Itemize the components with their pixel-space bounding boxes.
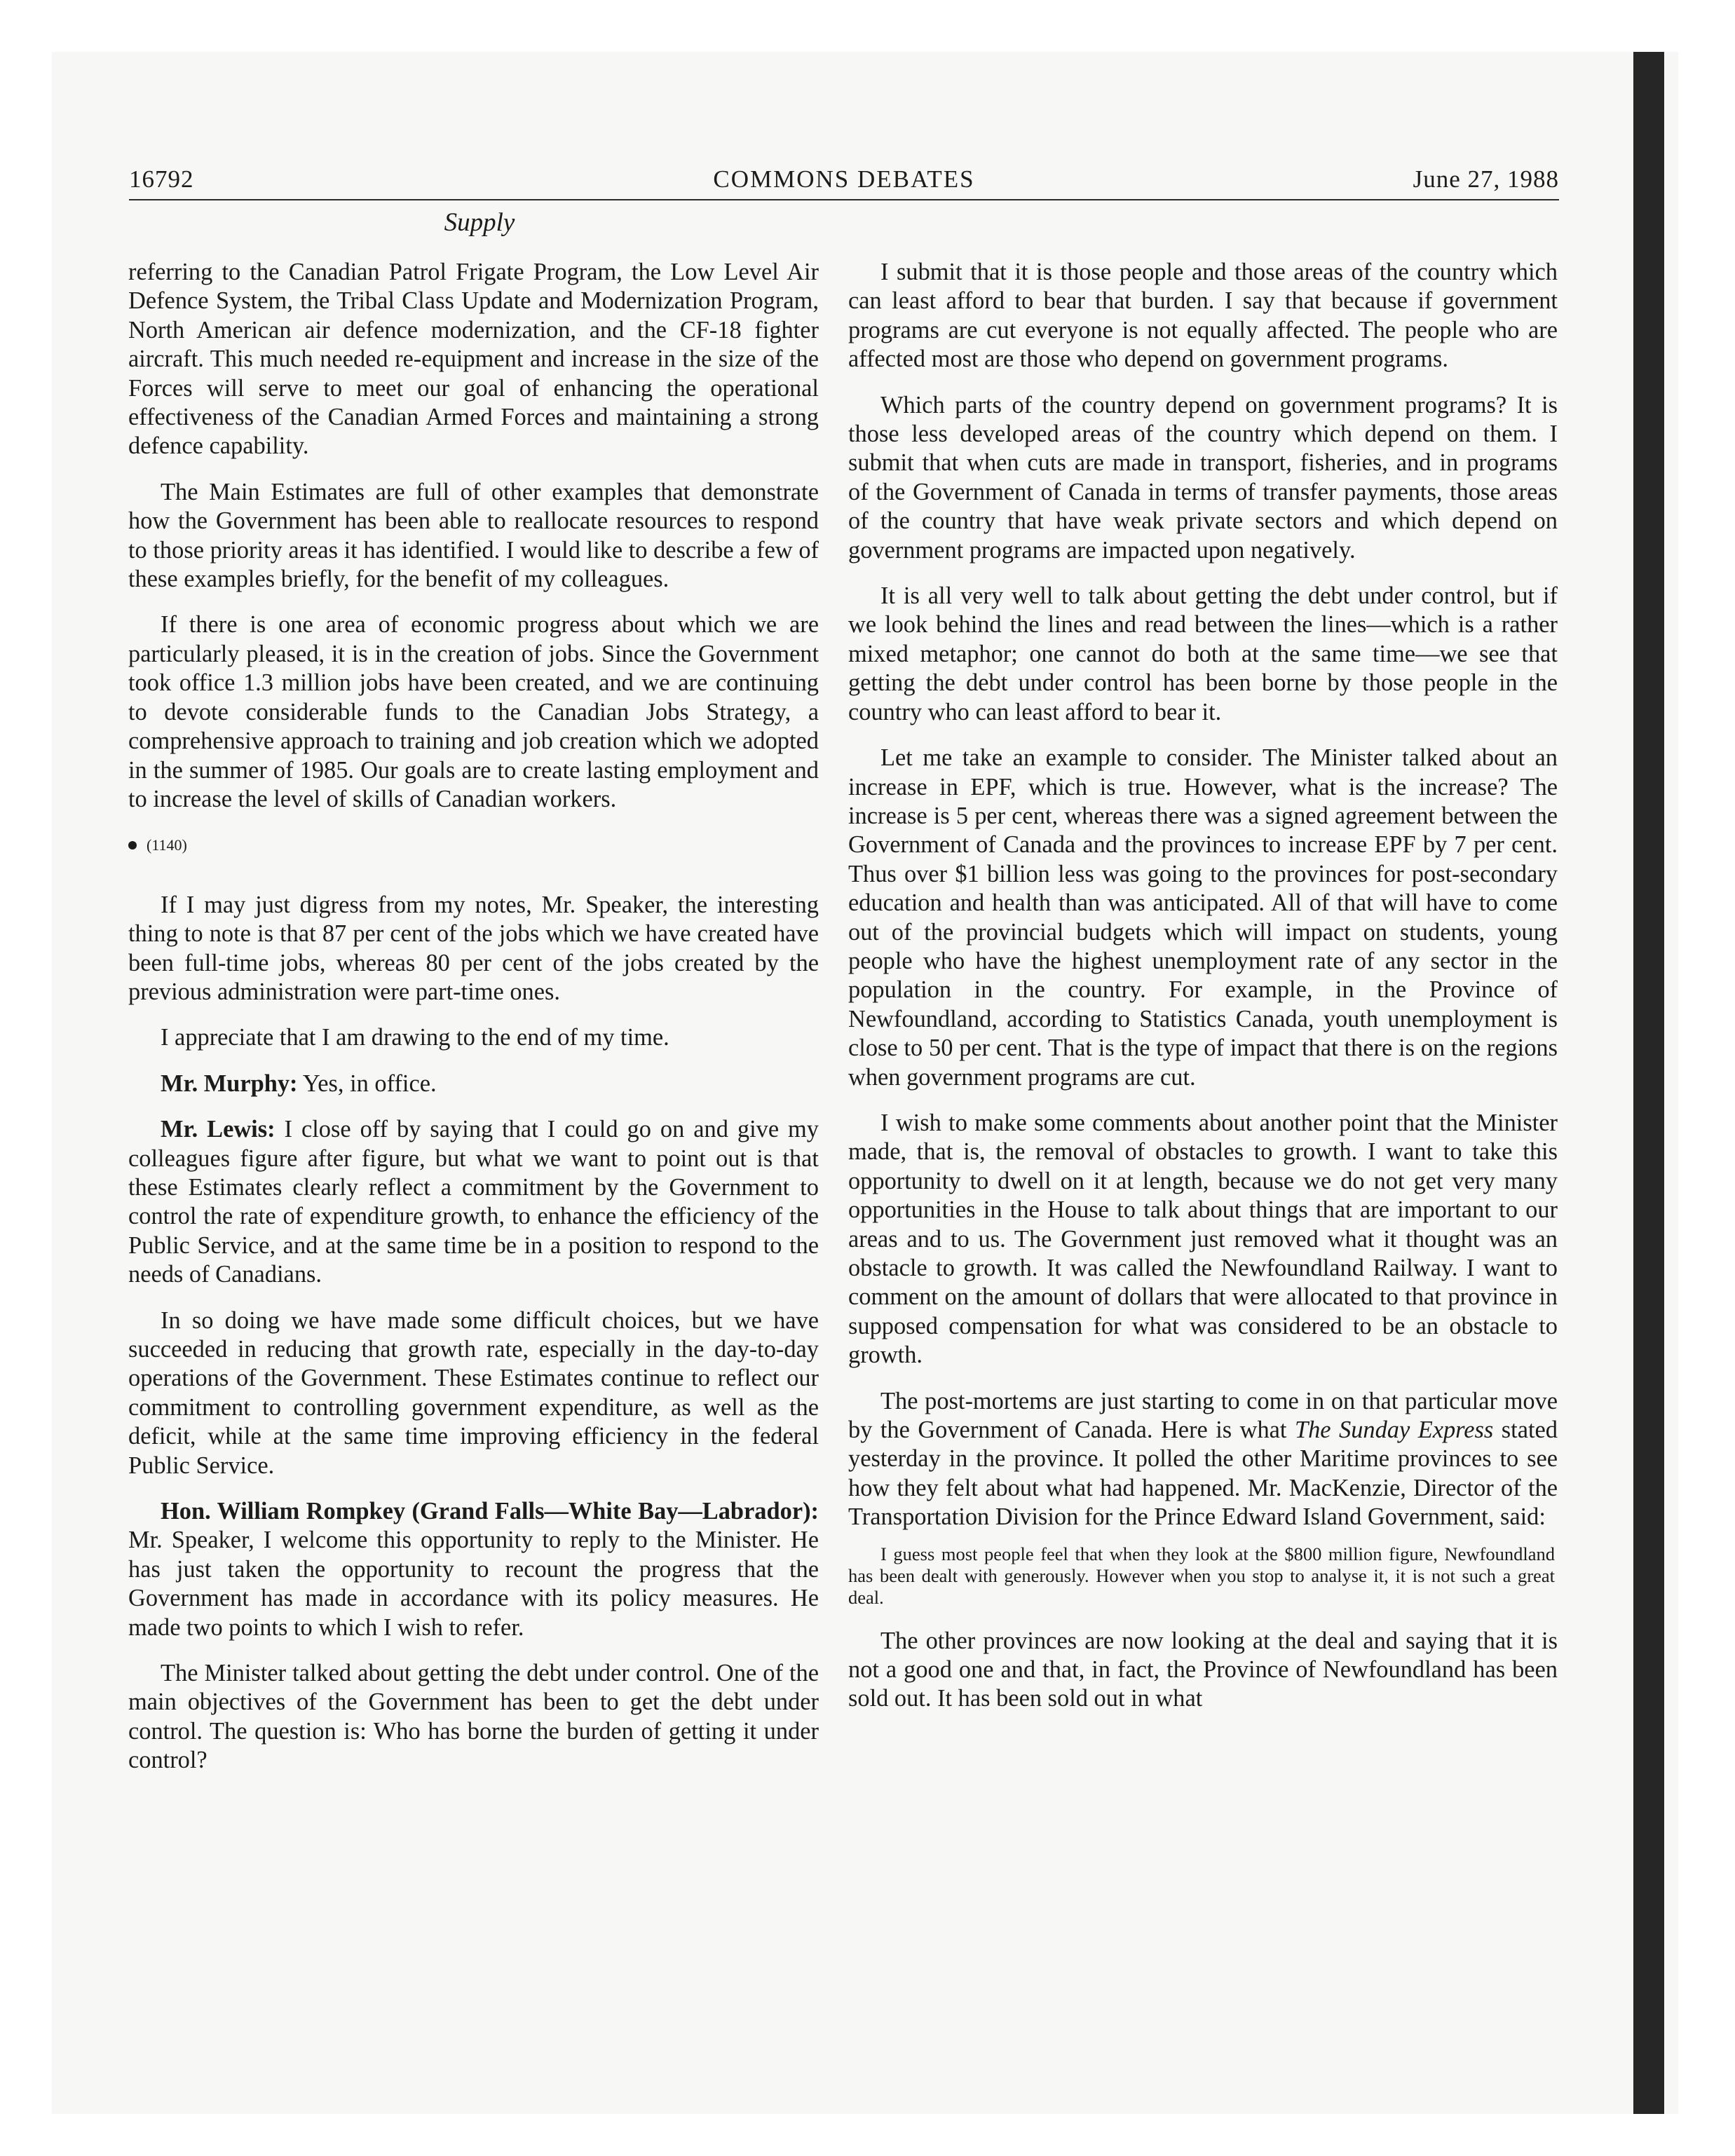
scan-edge-shadow [1633, 52, 1664, 2114]
paragraph: The other provinces are now looking at the deal and saying that it is not a good one and that, in fact, the Province of Newfoundland has been sold out. It has been sold out in what [848, 1627, 1558, 1712]
page-header [129, 163, 1559, 200]
speech-paragraph [128, 1115, 819, 1289]
paragraph-text: stated yesterday in the province. It polled the other Maritime provinces to see how they felt about what had happened. Mr. MacKenzie, Director of the Transportation Division for the Prince Edward Island Government, said: [848, 1417, 1558, 1531]
publication-title: COMMONS DEBATES [713, 165, 975, 193]
speech-paragraph [128, 1497, 819, 1642]
section-title: Supply [444, 208, 515, 237]
paragraph: If there is one area of economic progress about which we are particularly pleased, it is in the creation of jobs. Since the Government took office 1.3 million jobs have been created, and we are continuing to devote considerable funds to the Canadian Jobs Strategy, a comprehensive approach to training and job creation which we adopted in the summer of 1985. Our goals are to create lasting employment and to increase the level of skills of Canadian workers. [128, 611, 819, 812]
paragraph: Which parts of the country depend on government programs? It is those less developed areas of the country which depend on them. I submit that when cuts are made in transport, fisheries, and in programs of the Government of Canada in terms of transfer payments, those areas of the country that have weak private sectors and which depend on government programs are impacted upon negatively. [848, 391, 1558, 564]
speech-paragraph [128, 1070, 819, 1098]
speaker-name: Mr. Murphy: [161, 1070, 298, 1097]
speech-text: Mr. Speaker, I welcome this opportunity to reply to the Minister. He has just taken the opportunity to recount the progress that the Government has made in accordance with its policy measures. He made two points to which I wish to refer. [128, 1527, 819, 1641]
left-column [128, 258, 819, 1792]
paragraph: I wish to make some comments about another point that the Minister made, that is, the removal of obstacles to growth. I want to take this opportunity to dwell on it at length, because we do not get very many opportunities in the House to talk about things that are important to our areas and to us. The Government just removed what it thought was an obstacle to growth. It was called the Newfoundland Railway. I want to comment on the amount of dollars that were allocated to that province in supposed compensation for what was considered to be an obstacle to growth. [848, 1109, 1558, 1369]
paragraph: referring to the Canadian Patrol Frigate Program, the Low Level Air Defence System, the Tribal Class Update and Modernization Program, North American air defence modernization, and the CF-18 fighter aircraft. This much needed re-equipment and increase in the size of the Forces will serve to meet our goal of enhancing the operational effectiveness of the Canadian Armed Forces and maintaining a strong defence capability. [128, 259, 819, 460]
paragraph-text: The post-mortems are just starting to come in on that particular move by the Government of Canada. Here is what [848, 1387, 1558, 1444]
newspaper-title: The Sunday Express [1294, 1417, 1494, 1444]
paragraph: In so doing we have made some difficult choices, but we have succeeded in reducing that growth rate, especially in the day-to-day operations of the Government. These Estimates continue to reflect our commitment to controlling government expenditure, as well as the deficit, while at the same time improving efficiency in the federal Public Service. [128, 1306, 819, 1479]
page-number: 16792 [129, 165, 194, 193]
paragraph: If I may just digress from my notes, Mr. Speaker, the interesting thing to note is that 87 per cent of the jobs which we have created have been full-time jobs, whereas 80 per cent of the jobs created by the previous administration were part-time ones. [128, 891, 819, 1005]
paragraph: It is all very well to talk about getting the debt under control, but if we look behind the lines and read between the lines—which is a rather mixed metaphor; one cannot do both at the same time—we see that getting the debt under control has been borne by those people in the country who can least afford to bear it. [848, 582, 1558, 725]
page-date: June 27, 1988 [1413, 165, 1559, 193]
paragraph: Let me take an example to consider. The Minister talked about an increase in EPF, which is true. However, what is the increase? The increase is 5 per cent, whereas there was a signed agreement between the Government of Canada and the provinces to increase EPF by 7 per cent. Thus over $1 billion less was going to the provinces for post-secondary education and health than was anticipated. All of that will have to come out of the provincial budgets which will impact on students, young people who have the highest unemployment rate of any sector in the population in the country. For example, in the Province of Newfoundland, according to Statistics Canada, youth unemployment is close to 50 per cent. That is the type of impact that there is on the regions when government programs are cut. [848, 744, 1558, 1091]
bullet-icon [128, 841, 137, 850]
right-column [848, 258, 1558, 1731]
paragraph: The Main Estimates are full of other examples that demonstrate how the Government has been able to reallocate resources to respond to those priority areas it has identified. I would like to describe a few of these examples briefly, for the benefit of my colleagues. [128, 478, 819, 593]
paragraph [848, 1387, 1558, 1532]
speech-text: I close off by saying that I could go on and give my colleagues figure after figure, but what we want to point out is that these Estimates clearly reflect a commitment by the Government to control the rate of expenditure growth, to enhance the efficiency of the Public Service, and at the same time be in a position to respond to the needs of Canadians. [128, 1116, 819, 1288]
paragraph: I appreciate that I am drawing to the end of my time. [161, 1024, 669, 1051]
speech-text: Yes, in office. [297, 1070, 437, 1097]
paragraph: I submit that it is those people and those areas of the country which can least afford to bear that burden. I say that because if government programs are cut everyone is not equally affected. The people who are affected most are those who depend on government programs. [848, 259, 1558, 373]
speaker-name: Mr. Lewis: [161, 1116, 275, 1143]
paragraph: The Minister talked about getting the debt under control. One of the main objectives of the Government has been to get the debt under control. The question is: Who has borne the burden of getting it under control? [128, 1660, 819, 1774]
time-marker [128, 831, 819, 859]
time-marker-label: (1140) [147, 836, 187, 854]
block-quote: I guess most people feel that when they look at the $800 million figure, Newfoundland has been dealt with generously. However when you stop to analyse it, it is not such a great deal. [848, 1543, 1555, 1608]
speaker-name: Hon. William Rompkey (Grand Falls—White Bay—Labrador): [161, 1498, 819, 1525]
